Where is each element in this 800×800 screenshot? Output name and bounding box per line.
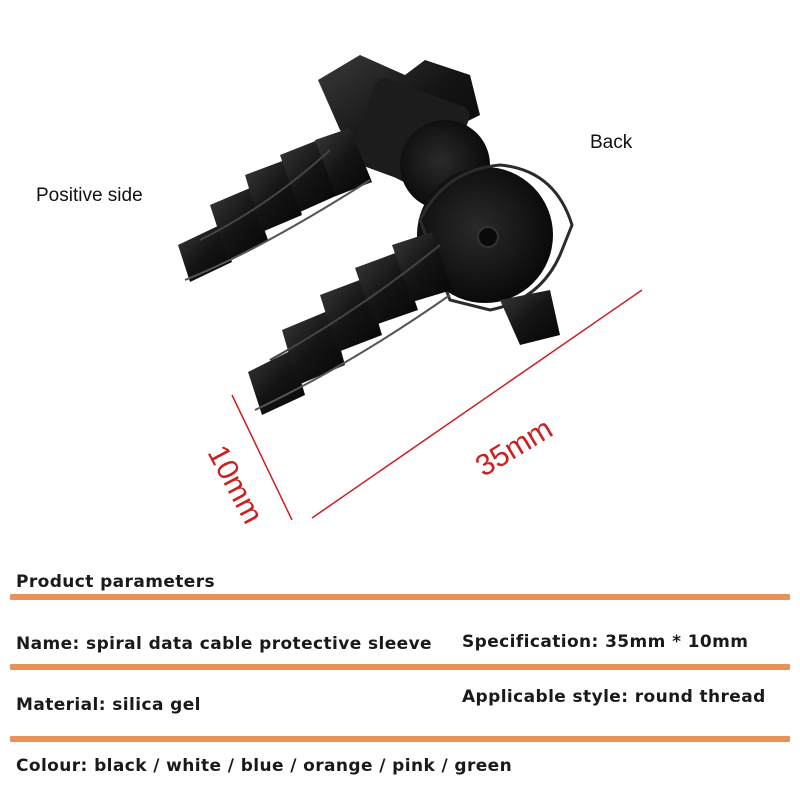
colour-parameter: Colour: black / white / blue / orange / pink / green <box>16 756 513 776</box>
material-parameter: Material: silica gel <box>16 695 201 715</box>
width-dimension-label: 10mm <box>200 440 270 530</box>
dimension-lines <box>232 290 642 520</box>
positive-side-label: Positive side <box>36 185 143 206</box>
name-parameter: Name: spiral data cable protective sleeve <box>16 634 432 654</box>
back-label: Back <box>590 132 633 153</box>
parameters-title: Product parameters <box>16 572 216 592</box>
applicable-style-parameter: Applicable style: round thread <box>462 687 766 707</box>
specification-parameter: Specification: 35mm * 10mm <box>462 632 749 652</box>
divider <box>10 664 790 670</box>
divider <box>10 736 790 742</box>
length-dimension-label: 35mm <box>470 412 559 484</box>
divider <box>10 594 790 600</box>
